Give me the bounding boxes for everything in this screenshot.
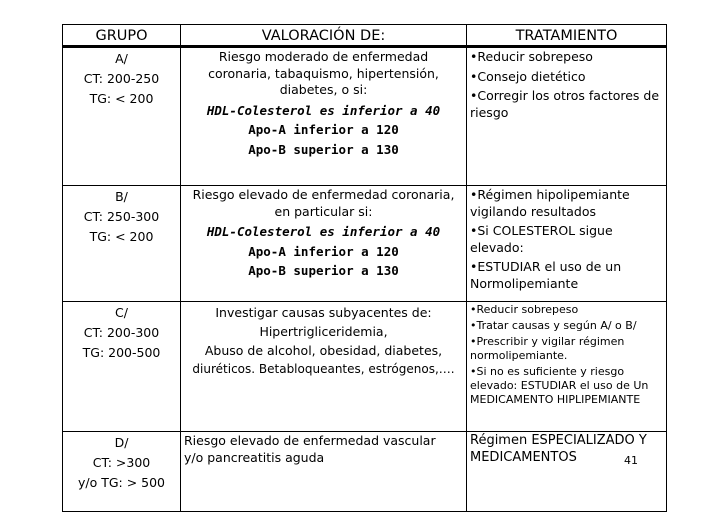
table-row [63,302,667,432]
treatment-item: •Si no es suficiente y riesgo elevado: ESTUDIAR el uso de Un MEDICAMENTO HIPLIPEMIANTE [470,365,649,406]
criterion-line: HDL-Colesterol es inferior a 40 [206,224,441,239]
treatment-table [62,24,667,512]
treatment-item: •Prescribir y vigilar régimen normolipemiante. [470,335,625,362]
header-row [63,25,667,47]
valoracion-line: Investigar causas subyacentes de: [215,305,432,320]
tratamiento-cell [467,432,667,512]
valoracion-cell [181,302,467,432]
ct-range: CT: 250-300 [83,209,160,224]
valoracion-cell [181,432,467,512]
treatment-item: Régimen ESPECIALIZADO Y MEDICAMENTOS [470,433,647,465]
tg-range: y/o TG: > 500 [77,475,166,490]
header-grupo: GRUPO [63,25,181,47]
criterion-line: Apo-A inferior a 120 [248,243,399,259]
group-label: A/ [115,51,128,66]
ct-range: CT: >300 [92,455,151,470]
tratamiento-cell [467,186,667,302]
group-label: B/ [115,189,128,204]
valoracion-cell [181,186,467,302]
valoracion-line: Riesgo moderado de enfermedad [218,49,429,64]
tg-range: TG: < 200 [89,91,154,106]
tg-range: TG: < 200 [89,229,154,244]
group-cell [63,47,181,186]
treatment-item: •Si COLESTEROL sigue elevado: [470,223,613,255]
tratamiento-cell [467,47,667,186]
criterion-line: Apo-B superior a 130 [248,263,399,278]
valoracion-cell [181,47,467,186]
table-row [63,186,667,302]
treatment-item: •ESTUDIAR el uso de un Normolipemiante [470,259,622,291]
valoracion-line: en particular si: [274,203,373,219]
valoracion-line: Abuso de alcohol, obesidad, diabetes, [204,343,443,358]
valoracion-line: Riesgo elevado de enfermedad coronaria, [192,187,455,202]
treatment-item: •Reducir sobrepeso [470,49,593,64]
treatment-item: •Corregir los otros factores de riesgo [470,88,660,120]
criterion-line: Apo-B superior a 130 [248,141,399,157]
valoracion-line: diabetes, o si: [279,82,368,97]
header-valoracion: VALORACIÓN DE: [181,25,467,47]
tg-range: TG: 200-500 [82,345,161,360]
ct-range: CT: 200-300 [83,325,160,340]
valoracion-line: diuréticos. Betabloqueantes, estrógenos,…. [192,362,455,376]
valoracion-line: Riesgo elevado de enfermedad vascular [184,433,436,448]
valoracion-line: y/o pancreatitis aguda [184,449,325,465]
treatment-item: •Consejo dietético [470,68,586,84]
treatment-item: •Reducir sobrepeso [470,303,579,316]
group-cell [63,302,181,432]
criterion-line: HDL-Colesterol es inferior a 40 [206,102,441,118]
page-number: 41 [624,454,638,467]
criterion-line: Apo-A inferior a 120 [248,122,399,137]
group-label: D/ [114,435,129,450]
valoracion-line: coronaria, tabaquismo, hipertensión, [208,65,439,81]
ct-range: CT: 200-250 [83,71,160,86]
header-tratamiento: TRATAMIENTO [467,25,667,47]
valoracion-line: Hipertrigliceridemia, [259,324,388,339]
tratamiento-cell [467,302,667,432]
treatment-item: •Régimen hipolipemiante vigilando resultados [470,187,630,219]
group-cell [63,432,181,512]
group-cell [63,186,181,302]
treatment-item: •Tratar causas y según A/ o B/ [470,319,637,332]
table-row [63,47,667,186]
group-label: C/ [115,305,128,320]
table-row [63,432,667,512]
